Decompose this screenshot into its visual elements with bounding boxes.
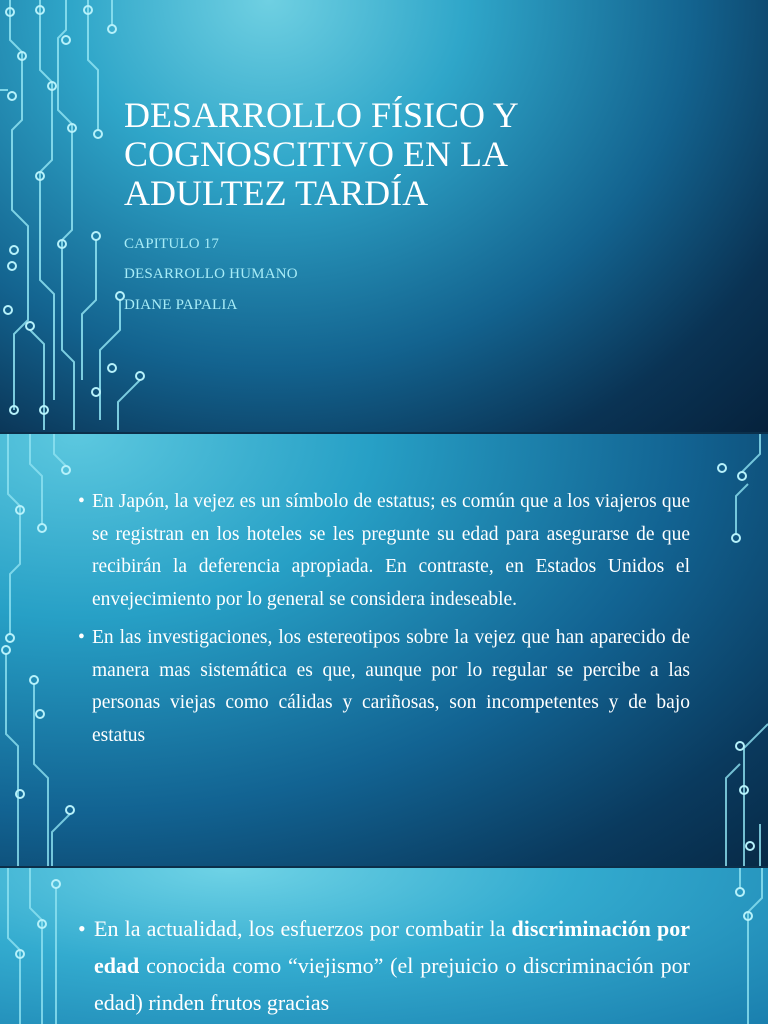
bullet-item xyxy=(78,486,690,616)
bullet-text-before: En la actualidad, los esfuerzos por combatir la xyxy=(94,916,512,941)
bullet-list xyxy=(78,486,690,752)
content-slide-2 xyxy=(0,868,768,1024)
bullet-text-after: conocida como “viejismo” (el prejuicio o discriminación por edad) rinden frutos gracias xyxy=(94,953,690,1015)
bullet-item xyxy=(78,622,690,752)
title-line-2: COGNOSCITIVO EN LA xyxy=(124,134,508,174)
title-line-3: ADULTEZ TARDÍA xyxy=(124,173,429,213)
bullet-list xyxy=(78,910,690,1021)
bullet-symbol: • xyxy=(78,916,86,941)
subtitle-course: DESARROLLO HUMANO xyxy=(124,266,298,282)
bullet-item xyxy=(78,910,690,1021)
subtitle-chapter: CAPITULO 17 xyxy=(124,236,220,252)
bullet-text: En las investigaciones, los estereotipos sobre la vejez que han aparecido de manera mas sistemática es que, aunque por lo regular se percibe a las personas viejas como cálidas y cariñosas, son incompetentes y de bajo estatus xyxy=(92,627,690,746)
title-line-1: DESARROLLO FÍSICO Y xyxy=(124,95,519,135)
title-slide xyxy=(0,0,768,432)
circuit-decoration-left xyxy=(0,0,160,432)
content-slide-1 xyxy=(0,434,768,866)
slide-title xyxy=(124,96,644,213)
bullet-symbol: • xyxy=(78,491,85,512)
bullet-symbol: • xyxy=(78,627,85,648)
bullet-text-bold: discriminación por edad xyxy=(94,916,690,978)
bullet-text: En Japón, la vejez es un símbolo de estatus; es común que a los viajeros que se registran en los hoteles se les pregunte su edad para asegurarse de que recibirán la deferencia apropiada. En contraste, en Estados Unidos el envejecimiento por lo general se considera indeseable. xyxy=(92,491,690,610)
subtitle-author: DIANE PAPALIA xyxy=(124,297,238,313)
